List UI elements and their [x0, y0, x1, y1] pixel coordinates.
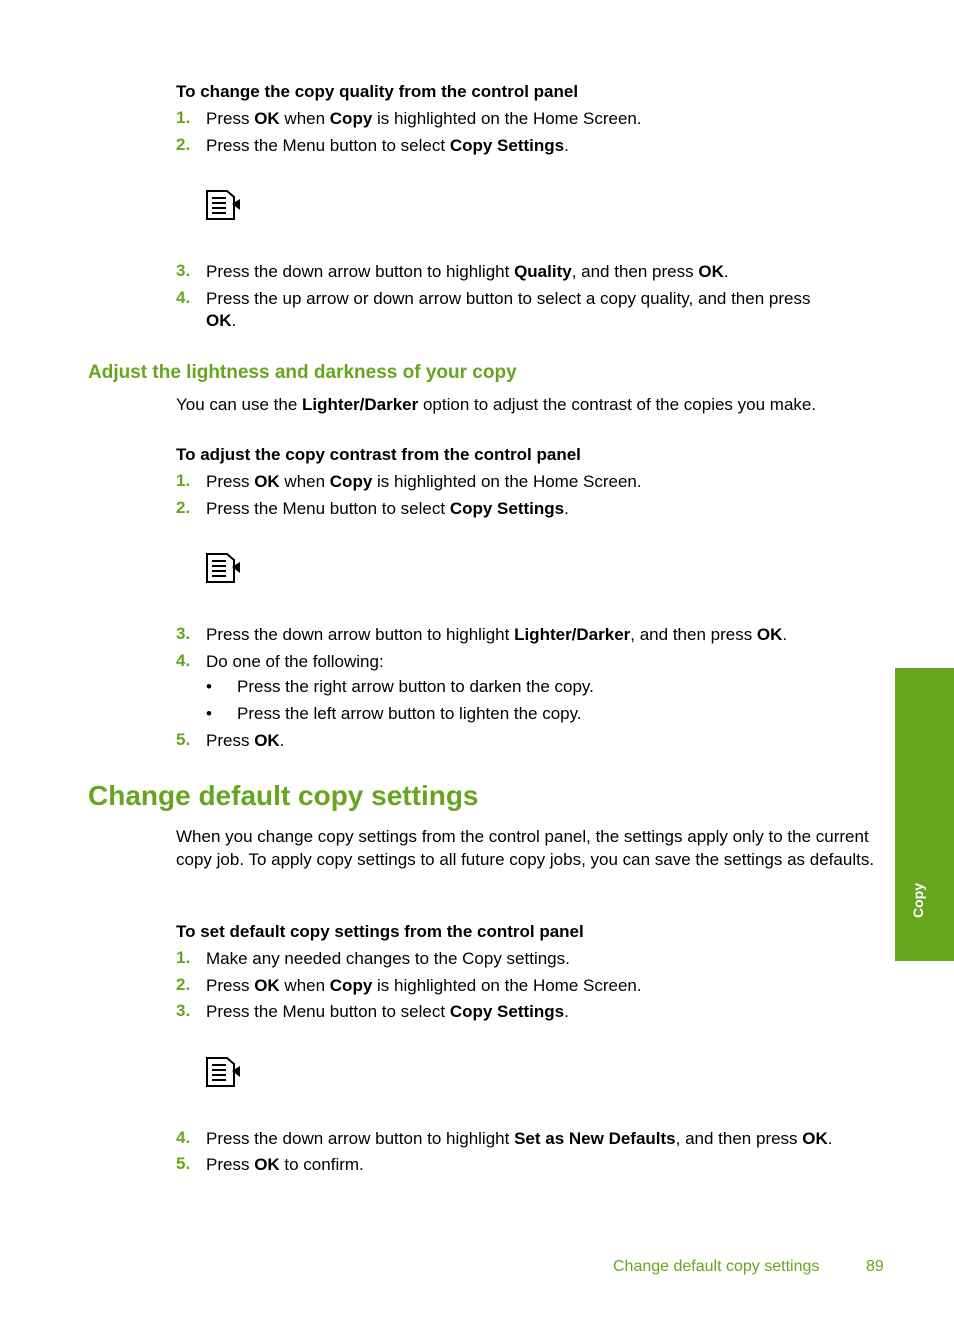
- menu-settings-icon: [204, 551, 242, 585]
- step-text: Press the down arrow button to highlight Lighter/Darker, and then press OK.: [206, 625, 788, 644]
- step-number: 2.: [176, 975, 191, 994]
- step-text: Press OK when Copy is highlighted on the Home Screen.: [206, 976, 642, 995]
- procedure-title: To change the copy quality from the control panel: [176, 82, 579, 101]
- procedure-title: To adjust the copy contrast from the control panel: [176, 445, 581, 464]
- bullet-item: Press the left arrow button to lighten the copy.: [237, 704, 582, 723]
- step-number: 4.: [176, 1128, 191, 1147]
- bullet-item: Press the right arrow button to darken the copy.: [237, 677, 594, 696]
- step-number: 4.: [176, 651, 191, 670]
- chapter-tab-label: Copy: [910, 883, 926, 918]
- step-text: Press the up arrow or down arrow button to select a copy quality, and then press OK.: [206, 289, 811, 330]
- step-number: 1.: [176, 108, 191, 127]
- step-text: Press OK to confirm.: [206, 1155, 364, 1174]
- step-text: Press the down arrow button to highlight Set as New Defaults, and then press OK.: [206, 1129, 833, 1148]
- step-text: Press the Menu button to select Copy Settings.: [206, 499, 569, 518]
- page-heading: Change default copy settings: [88, 780, 479, 811]
- bullet-marker: •: [206, 704, 212, 723]
- section-heading: Adjust the lightness and darkness of your copy: [88, 362, 517, 383]
- step-text: Press OK when Copy is highlighted on the Home Screen.: [206, 472, 642, 491]
- step-number: 2.: [176, 135, 191, 154]
- step-number: 3.: [176, 624, 191, 643]
- step-number: 1.: [176, 471, 191, 490]
- step-text: Press the Menu button to select Copy Settings.: [206, 136, 569, 155]
- step-number: 3.: [176, 1001, 191, 1020]
- footer-section-title: Change default copy settings: [613, 1258, 820, 1275]
- step-text: Press OK when Copy is highlighted on the Home Screen.: [206, 109, 642, 128]
- bullet-marker: •: [206, 677, 212, 696]
- step-number: 5.: [176, 730, 191, 749]
- step-number: 4.: [176, 288, 191, 307]
- step-text: Do one of the following:: [206, 652, 384, 671]
- intro-paragraph: When you change copy settings from the control panel, the settings apply only to the current copy job. To apply copy settings to all future copy jobs, you can save the settings as defaults.: [176, 827, 875, 869]
- procedure-title: To set default copy settings from the control panel: [176, 922, 584, 941]
- step-number: 3.: [176, 261, 191, 280]
- page-number: 89: [866, 1258, 884, 1275]
- intro-paragraph: You can use the Lighter/Darker option to adjust the contrast of the copies you make.: [176, 395, 817, 414]
- step-number: 2.: [176, 498, 191, 517]
- chapter-side-tab: [895, 668, 954, 961]
- step-text: Make any needed changes to the Copy settings.: [206, 949, 570, 968]
- step-text: Press the Menu button to select Copy Settings.: [206, 1002, 569, 1021]
- step-text: Press OK.: [206, 731, 285, 750]
- menu-settings-icon: [204, 188, 242, 222]
- step-text: Press the down arrow button to highlight Quality, and then press OK.: [206, 262, 729, 281]
- step-number: 1.: [176, 948, 191, 967]
- step-number: 5.: [176, 1154, 191, 1173]
- menu-settings-icon: [204, 1055, 242, 1089]
